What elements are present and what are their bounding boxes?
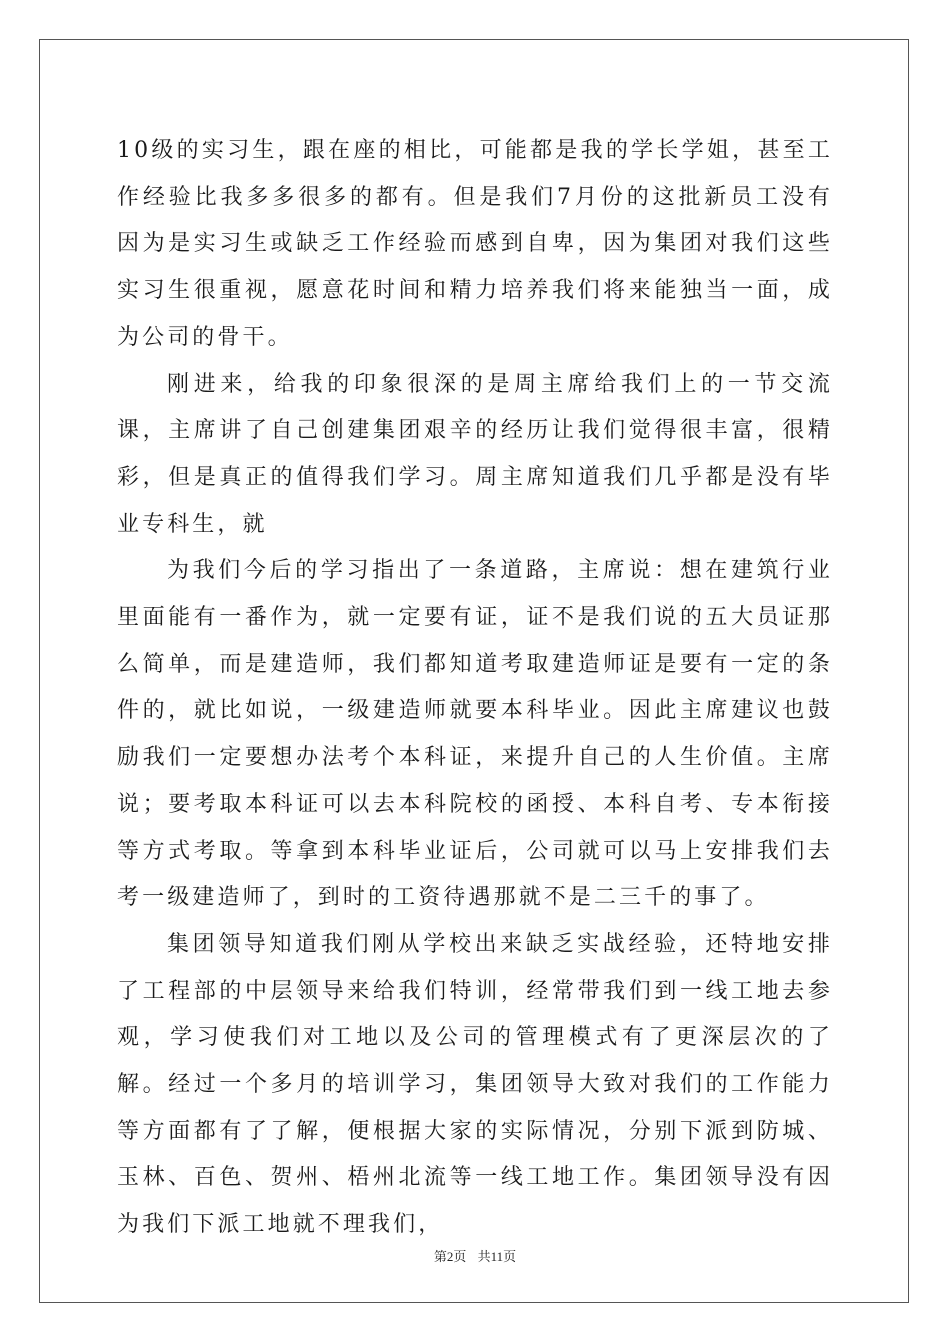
document-body bbox=[117, 128, 833, 1249]
paragraph-1: 10级的实习生，跟在座的相比，可能都是我的学长学姐，甚至工作经验比我多多很多的都有。但是我们7月份的这批新员工没有因为是实习生或缺乏工作经验而感到自卑，因为集团对我们这些实习生很重视，愿意花时间和精力培养我们将来能独当一面，成为公司的骨干。 bbox=[117, 138, 833, 350]
page-footer bbox=[0, 1246, 950, 1265]
page-number: 第2页 bbox=[433, 1249, 467, 1264]
paragraph-4: 集团领导知道我们刚从学校出来缺乏实战经验，还特地安排了工程部的中层领导来给我们特训，经常带我们到一线工地去参观，学习使我们对工地以及公司的管理模式有了更深层次的了解。经过一个多月的培训学习，集团领导大致对我们的工作能力等方面都有了了解，便根据大家的实际情况，分别下派到防城、玉林、百色、贺州、梧州北流等一线工地工作。集团领导没有因为我们下派工地就不理我们， bbox=[117, 931, 833, 1238]
page-total: 共11页 bbox=[477, 1249, 517, 1264]
paragraph-3: 为我们今后的学习指出了一条道路，主席说：想在建筑行业里面能有一番作为，就一定要有证，证不是我们说的五大员证那么简单，而是建造师，我们都知道考取建造师证是要有一定的条件的，就比如说，一级建造师就要本科毕业。因此主席建议也鼓励我们一定要想办法考个本科证，来提升自己的人生价值。主席说；要考取本科证可以去本科院校的函授、本科自考、专本衔接等方式考取。等拿到本科毕业证后，公司就可以马上安排我们去考一级建造师了，到时的工资待遇那就不是二三千的事了。 bbox=[117, 558, 833, 911]
paragraph-2: 刚进来，给我的印象很深的是周主席给我们上的一节交流课，主席讲了自己创建集团艰辛的经历让我们觉得很丰富，很精彩，但是真正的值得我们学习。周主席知道我们几乎都是没有毕业专科生，就 bbox=[117, 371, 833, 537]
